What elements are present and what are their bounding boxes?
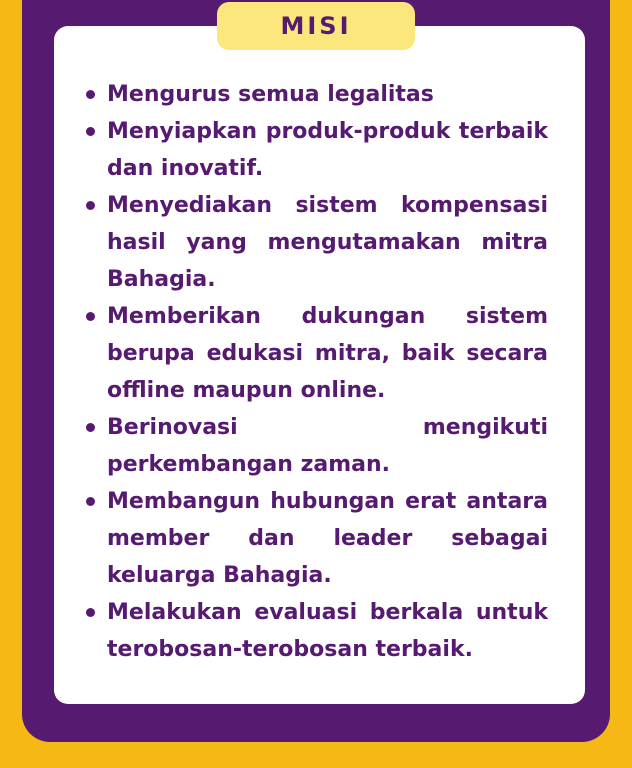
list-item-text: Melakukan evaluasi berkala untuk terobosan-terobosan terbaik.: [107, 600, 548, 662]
list-item-text: Menyediakan sistem kompensasi hasil yang mengutamakan mitra Bahagia.: [107, 193, 548, 292]
page-title: MISI: [280, 12, 352, 40]
list-item-text: Membangun hubungan erat antara member dan leader sebagai keluarga Bahagia.: [107, 489, 548, 588]
list-item: [84, 483, 548, 594]
list-item: [84, 594, 548, 668]
list-item: [84, 187, 548, 298]
mission-list: [84, 76, 548, 668]
list-item: [84, 298, 548, 409]
list-item-text: Menyiapkan produk-produk terbaik dan inovatif.: [107, 119, 548, 181]
bullet-icon: [86, 90, 95, 99]
title-badge: [217, 2, 415, 50]
bullet-icon: [86, 127, 95, 136]
bullet-icon: [86, 312, 95, 321]
bullet-icon: [86, 497, 95, 506]
list-item: [84, 76, 548, 113]
list-item-text: Mengurus semua legalitas: [107, 82, 434, 107]
bullet-icon: [86, 201, 95, 210]
list-item-text: Berinovasi mengikuti perkembangan zaman.: [107, 415, 548, 477]
bullet-icon: [86, 423, 95, 432]
list-item: [84, 113, 548, 187]
list-item: [84, 409, 548, 483]
bullet-icon: [86, 608, 95, 617]
list-item-text: Memberikan dukungan sistem berupa edukasi mitra, baik secara offline maupun online.: [107, 304, 548, 403]
